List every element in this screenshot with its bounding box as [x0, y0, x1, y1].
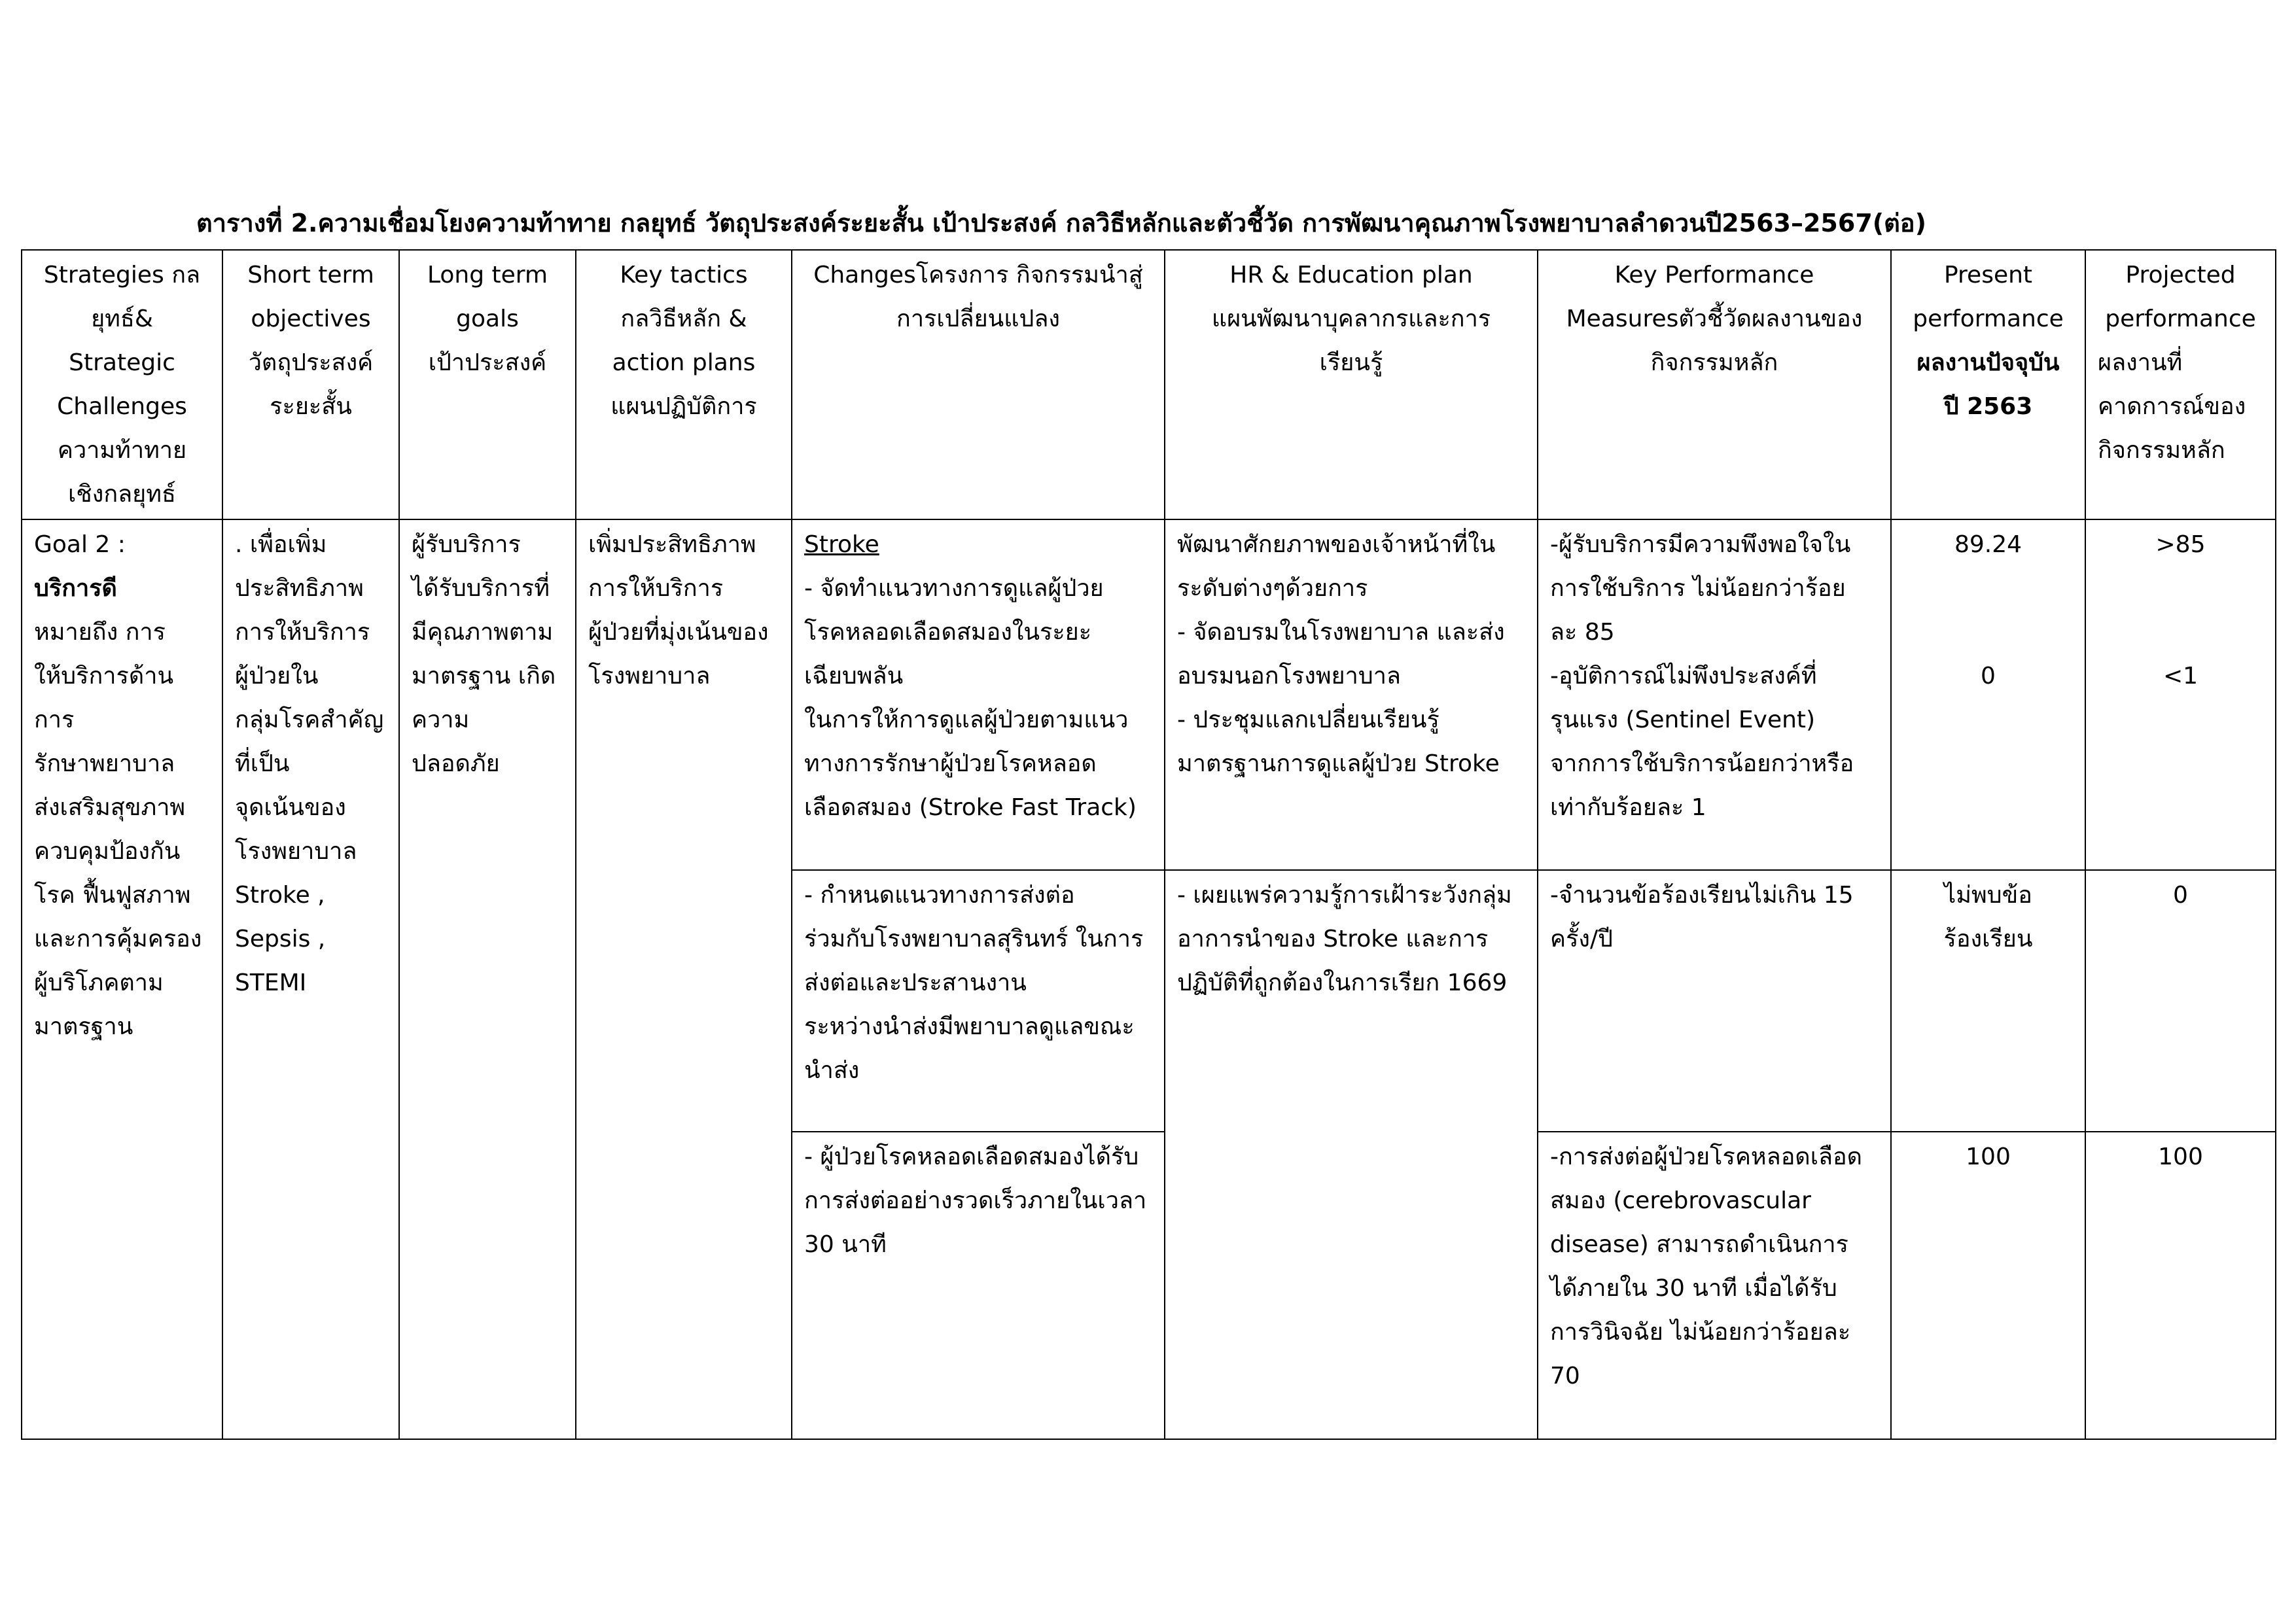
header-row	[22, 250, 2276, 519]
text-line: Long term	[427, 262, 548, 288]
text-line: การส่งต่ออย่างรวดเร็วภายในเวลา	[804, 1187, 1147, 1214]
text-line: Stroke ,	[235, 882, 325, 909]
present-cell-1	[1891, 519, 2085, 870]
text-line: ความท้าทาย	[57, 437, 187, 464]
text-line: ปลอดภัย	[412, 750, 500, 777]
text-line: คาดการณ์ของ	[2098, 393, 2246, 420]
text-line: เพิ่มประสิทธิภาพ	[588, 531, 756, 558]
text-line: 70	[1550, 1363, 1580, 1389]
text-line: ที่เป็น	[235, 750, 290, 777]
text-line: เป้าประสงค์	[428, 349, 547, 376]
text-line: Changesโครงการ กิจกรรมนำสู่	[813, 262, 1143, 288]
text-line: performance	[1913, 305, 2064, 332]
text-line: เลือดสมอง (Stroke Fast Track)	[804, 794, 1137, 821]
text-line: ปี 2563	[1943, 393, 2033, 420]
present-value-b: 0	[1981, 663, 1996, 689]
changes-lines-1	[804, 567, 1152, 829]
present-cell-3: 100	[1891, 1132, 2085, 1439]
text-line: - เผยแพร่ความรู้การเฝ้าระวังกลุ่ม	[1177, 882, 1512, 909]
changes-cell-2	[792, 870, 1165, 1132]
text-line: -การส่งต่อผู้ป่วยโรคหลอดเลือด	[1550, 1143, 1863, 1170]
text-line: การใช้บริการ ไม่น้อยกว่าร้อย	[1550, 575, 1846, 602]
text-line: ปฏิบัติที่ถูกต้องในการเรียก 1669	[1177, 969, 1508, 996]
header-kpm	[1538, 250, 1891, 519]
text-line: จากการใช้บริการน้อยกว่าหรือ	[1550, 750, 1854, 777]
text-line: กิจกรรมหลัก	[2098, 437, 2225, 464]
text-line: เชิงกลยุทธ์	[68, 481, 176, 508]
text-line: อบรมนอกโรงพยาบาล	[1177, 663, 1401, 689]
goal-label: Goal 2 :	[34, 531, 126, 558]
text-line: เท่ากับร้อยละ 1	[1550, 794, 1706, 821]
text-line: การ	[34, 707, 75, 733]
text-line: มีคุณภาพตาม	[412, 619, 554, 646]
text-line: ให้บริการด้าน	[34, 663, 174, 689]
changes-heading: Stroke	[804, 531, 879, 558]
text-line: ควบคุมป้องกัน	[34, 838, 181, 865]
text-line: Present	[1943, 262, 2033, 288]
short-term-cell	[222, 519, 399, 1439]
text-line: ทางการรักษาผู้ป่วยโรคหลอด	[804, 750, 1097, 777]
text-line: ร่วมกับโรงพยาบาลสุรินทร์ ในการ	[804, 926, 1144, 952]
text-line: ระหว่างนำส่งมีพยาบาลดูแลขณะ	[804, 1013, 1135, 1040]
text-line: objectives	[251, 305, 371, 332]
goal-name: บริการดี	[34, 575, 117, 602]
text-line: Key tactics	[620, 262, 748, 288]
text-line: -ผู้รับบริการมีความพึงพอใจใน	[1550, 531, 1851, 558]
header-projected	[2085, 250, 2276, 519]
text-line: HR & Education plan	[1229, 262, 1473, 288]
text-line: การให้บริการ	[235, 619, 370, 646]
text-line: หมายถึง การ	[34, 619, 166, 646]
header-hr	[1165, 250, 1538, 519]
text-line: ละ 85	[1550, 619, 1615, 646]
text-line: กิจกรรมหลัก	[1650, 349, 1778, 376]
text-line: ได้ภายใน 30 นาที เมื่อได้รับ	[1550, 1275, 1837, 1302]
text-line: ส่งต่อและประสานงาน	[804, 969, 1027, 996]
text-line: วัตถุประสงค์	[248, 349, 374, 376]
text-line: -อุบัติการณ์ไม่พึงประสงค์ที่	[1550, 663, 1817, 689]
text-line: การเปลี่ยนแปลง	[896, 305, 1060, 332]
strategy-cell	[22, 519, 222, 1439]
text-line: ไม่พบข้อ	[1944, 882, 2032, 909]
table-title: ตารางที่ 2.ความเชื่อมโยงความท้าทาย กลยุทธ์ วัตถุประสงค์ระยะสั้น เป้าประสงค์ กลวิธีหลักและตัวชี้วัด การพัฒนาคุณภาพโรงพยาบาลลำดวนปี2563–2567(ต่อ)	[196, 209, 1926, 237]
text-line: goals	[456, 305, 519, 332]
text-line: Short term	[247, 262, 374, 288]
text-line: Challenges	[57, 393, 187, 420]
text-line: โรงพยาบาล	[588, 663, 711, 689]
changes-cell-1	[792, 519, 1165, 870]
text-line: ผลงานที่	[2098, 349, 2183, 376]
header-short-term	[222, 250, 399, 519]
changes-cell-3	[792, 1132, 1165, 1439]
text-line: STEMI	[235, 969, 307, 996]
projected-cell-3: 100	[2085, 1132, 2276, 1439]
projected-value-a: >85	[2155, 531, 2206, 558]
header-key-tactics	[576, 250, 792, 519]
present-cell-2	[1891, 870, 2085, 1132]
text-line: ได้รับบริการที่	[412, 575, 550, 602]
goal-description	[34, 610, 210, 1049]
text-line: Strategies กล	[43, 262, 201, 288]
hr-cell-2	[1165, 870, 1538, 1439]
kpm-cell-3	[1538, 1132, 1891, 1439]
text-line: ผู้ป่วยที่มุ่งเน้นของ	[588, 619, 769, 646]
text-line: กลวิธีหลัก &	[620, 305, 747, 332]
text-line: 30 นาที	[804, 1231, 887, 1258]
text-line: Projected	[2125, 262, 2236, 288]
long-term-cell	[399, 519, 576, 1439]
text-line: Strategic	[69, 349, 175, 376]
text-line: ส่งเสริมสุขภาพ	[34, 794, 186, 821]
text-line: Key Performance	[1614, 262, 1814, 288]
text-line: โรคหลอดเลือดสมองในระยะ	[804, 619, 1092, 646]
projected-cell-1	[2085, 519, 2276, 870]
text-line: มาตรฐานการดูแลผู้ป่วย Stroke	[1177, 750, 1500, 777]
text-line: เฉียบพลัน	[804, 663, 904, 689]
kpm-sentinel	[1550, 654, 1879, 829]
text-line: ระดับต่างๆด้วยการ	[1177, 575, 1368, 602]
text-line: แผนปฏิบัติการ	[610, 393, 757, 420]
kpm-satisfaction	[1550, 523, 1879, 654]
text-line: โรงพยาบาล	[235, 838, 357, 865]
text-line: Measuresตัวชี้วัดผลงานของ	[1566, 305, 1863, 332]
hr-cell-1	[1165, 519, 1538, 870]
header-strategies	[22, 250, 222, 519]
text-line: -จำนวนข้อร้องเรียนไม่เกิน 15	[1550, 882, 1854, 909]
text-line: ผู้รับบริการ	[412, 531, 521, 558]
text-line: action plans	[612, 349, 756, 376]
text-line: สมอง (cerebrovascular	[1550, 1187, 1811, 1214]
text-line: แผนพัฒนาบุคลากรและการ	[1211, 305, 1491, 332]
text-line: ผู้ป่วยใน	[235, 663, 319, 689]
key-tactics-cell	[576, 519, 792, 1439]
text-line: การให้บริการ	[588, 575, 724, 602]
text-line: - ผู้ป่วยโรคหลอดเลือดสมองได้รับ	[804, 1143, 1139, 1170]
text-line: เรียนรู้	[1319, 349, 1383, 376]
text-line: - จัดทำแนวทางการดูแลผู้ป่วย	[804, 575, 1104, 602]
text-line: โรค ฟื้นฟูสภาพ	[34, 882, 191, 909]
text-line: . เพื่อเพิ่ม	[235, 531, 327, 558]
text-line: ยุทธ์&	[91, 305, 153, 332]
text-line: performance	[2105, 305, 2256, 332]
text-line: - จัดอบรมในโรงพยาบาล และส่ง	[1177, 619, 1505, 646]
text-line: - ประชุมแลกเปลี่ยนเรียนรู้	[1177, 707, 1439, 733]
text-line: พัฒนาศักยภาพของเจ้าหน้าที่ใน	[1177, 531, 1496, 558]
present-value-a: 89.24	[1954, 531, 2022, 558]
text-line: - กำหนดแนวทางการส่งต่อ	[804, 882, 1075, 909]
text-line: ระยะสั้น	[270, 393, 352, 420]
header-long-term	[399, 250, 576, 519]
kpm-cell-1	[1538, 519, 1891, 870]
text-line: กลุ่มโรคสำคัญ	[235, 707, 384, 733]
text-line: ในการให้การดูแลผู้ป่วยตามแนว	[804, 707, 1129, 733]
text-line: อาการนำของ Stroke และการ	[1177, 926, 1489, 952]
text-line: การวินิจฉัย ไม่น้อยกว่าร้อยละ	[1550, 1319, 1851, 1346]
text-line: Sepsis ,	[235, 926, 326, 952]
text-line: จุดเน้นของ	[235, 794, 346, 821]
text-line: ความ	[412, 707, 470, 733]
text-line: และการคุ้มครอง	[34, 926, 202, 952]
text-line: รุนแรง (Sentinel Event)	[1550, 707, 1816, 733]
text-line: disease) สามารถดำเนินการ	[1550, 1231, 1848, 1258]
text-line: ผลงานปัจจุบัน	[1916, 349, 2060, 376]
text-line: ร้องเรียน	[1943, 926, 2033, 952]
strategy-table	[21, 249, 2276, 1440]
projected-value-b: <1	[2163, 663, 2199, 689]
text-line: รักษาพยาบาล	[34, 750, 175, 777]
table-row	[22, 519, 2276, 870]
text-line: นำส่ง	[804, 1057, 860, 1084]
text-line: มาตรฐาน เกิด	[412, 663, 556, 689]
text-line: ผู้บริโภคตาม	[34, 969, 164, 996]
text-line: มาตรฐาน	[34, 1013, 133, 1040]
text-line: ประสิทธิภาพ	[235, 575, 364, 602]
projected-cell-2: 0	[2085, 870, 2276, 1132]
text-line: ครั้ง/ปี	[1550, 926, 1613, 952]
header-changes	[792, 250, 1165, 519]
header-present	[1891, 250, 2085, 519]
kpm-cell-2	[1538, 870, 1891, 1132]
